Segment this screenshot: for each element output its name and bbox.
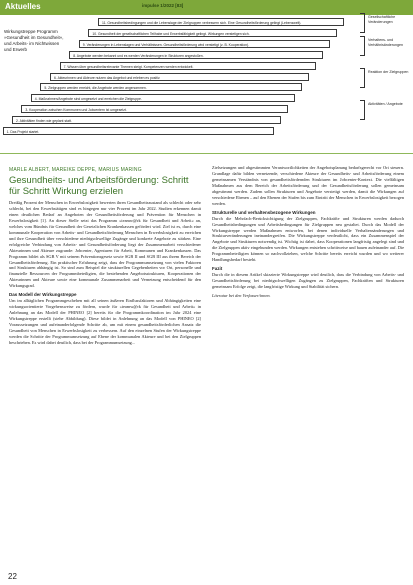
heading-effects: Strukturelle und verhaltensbezogene Wirkungen (212, 209, 316, 215)
bracket-line (360, 100, 365, 120)
paragraph-conclusion: Durch die in diesem Artikel skizzierte Wirkungstreppe wird deutlich, dass die Verbindung von Arbeits- und Gesundheitsförderung bei niedrigschwelligen Zugängen zu Zielgruppen, Fachkräften und Strukturen gemeinsam Erfolge zeigt, die langfristige Wirkung und Stabilität sichern. (212, 272, 404, 290)
heading-conclusion: Fazit (212, 266, 223, 272)
staircase-step: 2. Aktivitäten finden wie geplant statt. (12, 116, 281, 124)
issue-ref: impulse 1/2022 [83] (142, 3, 184, 8)
paragraph-continuation: Zielsetzungen und abgestimmten Verantwortlichkeiten der Angebotsplanung bedarfsgerecht vor Ort steuern. Grundlage dafür bilden vernetzende, verschiedene Akteure der Gesundheits- und Arbeitsförderung einem gemeinsamen Verständnis von gesundheitsfördernden Strukturen im Jobcenter-Kontext. Die vielfältigen Maßnahmen aus dem Bereich der Arbeitsförderung und der Gesundheitsförderung sollen gemeinsam abgestimmt werden. Zudem sollen Strukturen und Angebote verstetigt werden, damit die Wirkungen auf verschiedene Ebenen – auf den Ebenen der Stufen bis zum Eintritt der Menschen in Erwerbslosigkeit bezogen werden. (212, 165, 404, 206)
staircase-step: 8. Angebote werden bekannt und es werden Veränderungen in Strukturen angestoßen. (69, 51, 323, 59)
staircase-step: 6. Akteurinnen und Akteure nutzen das Angebot und erleben es positiv. (50, 73, 309, 81)
column-right (212, 165, 404, 299)
column-left (9, 200, 201, 346)
impact-staircase-figure (0, 0, 413, 160)
bracket-label: Reaktion der Zielgruppen (368, 70, 409, 74)
figure-caption: Wirkungstreppe Programm »Gesundheit im Gesundheit«, und Arbeits- im Nichtwissen und Erwerb (4, 29, 64, 52)
literature-note: Literatur bei den Verfasser/innen. (212, 293, 271, 299)
staircase-step: 11. Gesundheitsbedingungen und die Lebenslage der Zielgruppen verbessern sich. Eine Gesundheitsförderung gelingt (Lebenswelt). (98, 18, 344, 26)
bracket-line (360, 13, 365, 33)
staircase-step: 3. Kooperation zwischen Kommunen und Jobcentern ist umgesetzt. (21, 105, 288, 113)
article-title: Gesundheits- und Arbeitsförderung: Schritt für Schritt Wirkung erzielen (9, 175, 189, 197)
bracket-label: Verhaltens- und Verhältnisänderungen (368, 38, 403, 47)
page-number: 22 (8, 572, 17, 581)
paragraph-model: Um im alltäglichen Programmgeschehen mit all seinen äußeren Einflussfaktoren und Abhängigkeiten eine wirkungsorientierte Vorgehensweise zu fördern, wurde für »teamw@rk für Gesundheit und Arbeit« in Anlehnung an das Modell der PHINEO [2] bereits für die Programmkoordination im Jahr 2024 eine Wirkungstreppe erstellt (siehe Abbildung). Diese bildet in Anlehnung an das Modell von PHINEO [2] Voraussetzungen und aufeinanderfolgende Schritte ab, um mit einem gesundheitsförderlichen Ansatz die Gesundheit von Menschen in Erwerbslosigkeit zu verbessern. Auf den einzelnen Stufen der Wirkungstreppe werden die Schritte der Programmumsetzung auf Ebene der kommunalen Akteure und bei den Zielgruppen beschrieben. Es wird dabei deutlich, dass bei der Programmumsetzung... (9, 298, 201, 345)
staircase-step: 5. Zielgruppen werden erreicht, die Angebote werden angenommen. (40, 83, 302, 91)
bracket-line (360, 68, 365, 88)
staircase-step: 7. Wissen über gesundheitsrelevante Themen steigt. Kompetenzen werden entwickelt. (60, 62, 316, 70)
bracket-label: Aktivitäten / Angebote (368, 102, 403, 106)
bracket-line (360, 36, 365, 56)
section-title: Aktuelles (5, 2, 41, 11)
article-authors: MARLE ALBERT, MAREIKE DEPPE, MARIUS MARING (9, 167, 142, 173)
staircase-step: 10. Gesundheit der gesellschaftlichen Teilhabe und Erwerbsfähigkeit gelingt. Wirkungen verstetigen sich. (88, 29, 337, 37)
divider (0, 153, 413, 154)
heading-model: Das Modell der Wirkungstreppe (9, 292, 77, 298)
bracket-label: Gesellschaftliche Veränderungen (368, 15, 396, 24)
paragraph-intro: Dreißig Prozent der Menschen in Erwerbslosigkeit bewerten ihren Gesundheitszustand als schlecht oder sehr schlecht, bei den Erwerbstätigen sind es hingegen nur vier Prozent im Jahr 2022. Studien erkennen damit einen deutlichen Bedarf an Angeboten der Gesundheitsförderung und Prävention für Menschen in Erwerbslosigkeit [1]. An dieser Stelle setzt das Programm »teamw@rk für Gesundheit und Arbeit« an, welches vom Bündnis für Gesundheit der Gesetzlichen Krankenkassen gefördert wird. Ziel ist es, durch eine kommunale Kooperation von Arbeits- und Gesundheitsförderung Menschen in Erwerbslosigkeit zu erreichen und ihre Gesundheit über verschiedene niedrigschwellige Zugänge und konkrete Angebote zu stärken. Eine erfolgreiche Verbindung von Arbeits- und Gesundheitsförderung liegt der Zusammenarbeit verschiedener Akteurinnen und Akteure zugrunde: Jobcenter, Agenturen für Arbeit, Kommunen und Krankenkassen. Das Programm bildet als SGB V mit seinem Präventionsgesetz sowie SGB II und SGB III aus ihrem Bereich der Gesundheitsförderung. Ein praktischer Erfahrung zeigt, dass der Programmumsetzung von vielen Faktoren und Strukturen abhängig ist. So sind zum Beispiel die strukturellen Gegebenheiten vor Ort, personelle und finanzielle Ressourcen der Programmbeteiligten, die bestehenden Angebotsstrukturen, Kooperationen der Akteurinnen und Akteure sowie eine kommunale Zusammenarbeit und Vernetzung entscheidend für den Wirkungsgrad. (9, 200, 201, 289)
staircase-step: 1. Das Projekt startet. (3, 127, 274, 135)
staircase-step: 4. Maßnahmen/Angebote sind umgesetzt und erreichen die Zielgruppe. (31, 94, 295, 102)
staircase-step: 9. Veränderungen in Lebenslagen und Verhältnissen. Gesundheitsförderung wird verstetigt (z. B. Kooperation). (79, 40, 330, 48)
paragraph-effects: Durch die Mehrfach-Berücksichtigung der Zielgruppen, Fachkräfte und Strukturen werden dadurch Gesundheitsbedingungen und Arbeitsbedingungen für Zielgruppen neu gestaltet. Durch das Modell der Wirkungstreppe werden Maßnahmen entworfen, bei denen individuelle Verhaltensänderungen und Strukturveränderungen ineinandergreifen. Die Wirkungstreppe verdeutlicht, dass ein Zusammenspiel der Angebote und Strukturen notwendig ist. Wichtig ist dabei, dass Kooperationen langfristig angelegt sind und die Zielgruppen aktiv eingebunden werden. Wirkungen entstehen schrittweise und bauen aufeinander auf. Die Programmbeteiligten können so nachvollziehen, welche Schritte bereits erreicht wurden und wo weiterer Handlungsbedarf besteht. (212, 215, 404, 263)
